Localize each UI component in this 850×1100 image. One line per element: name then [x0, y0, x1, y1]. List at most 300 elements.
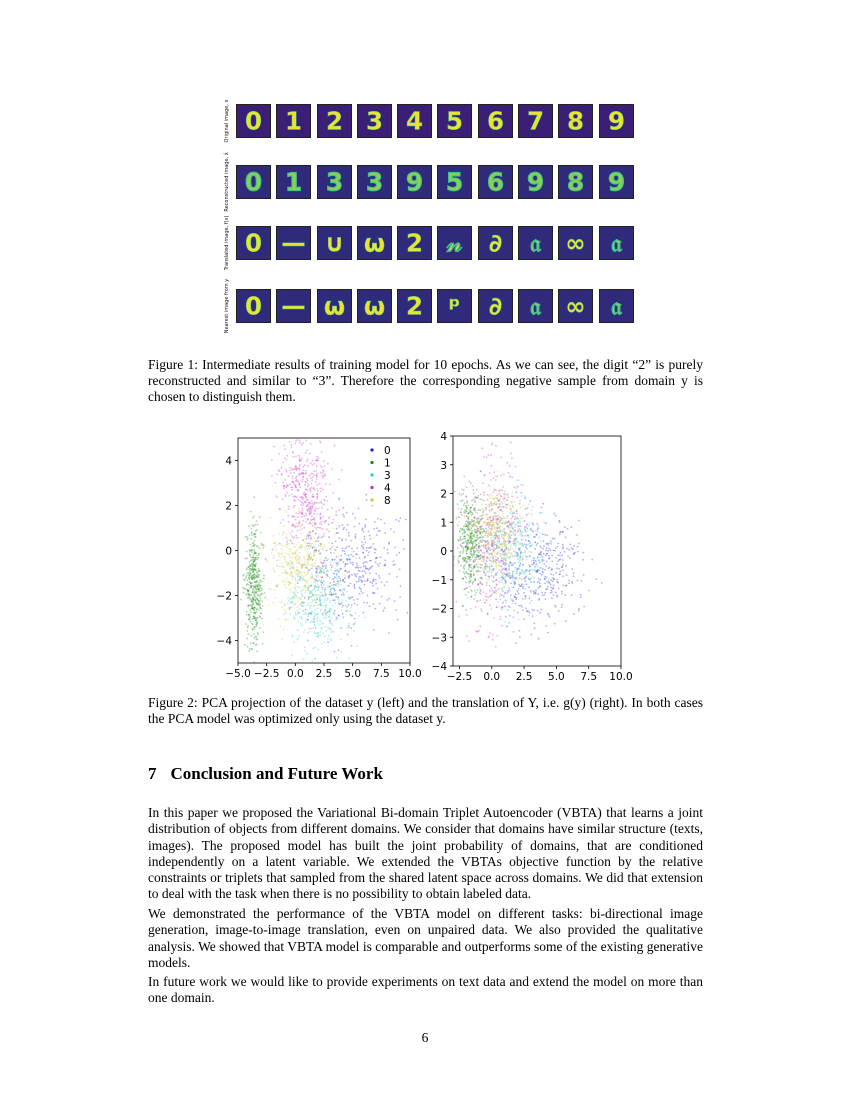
scatter-point — [499, 539, 501, 541]
scatter-point — [285, 582, 287, 584]
scatter-point — [297, 638, 299, 640]
scatter-point — [248, 576, 250, 578]
scatter-point — [312, 566, 314, 568]
scatter-point — [378, 565, 380, 567]
scatter-point — [297, 510, 299, 512]
scatter-point — [307, 534, 309, 536]
scatter-point — [294, 499, 296, 501]
scatter-point — [504, 534, 506, 536]
scatter-point — [319, 570, 321, 572]
scatter-point — [379, 530, 381, 532]
scatter-point — [524, 497, 526, 499]
scatter-point — [467, 535, 469, 537]
scatter-point — [504, 555, 506, 557]
digit-glyph: 7 — [527, 106, 545, 136]
scatter-point — [338, 600, 340, 602]
scatter-point — [524, 549, 526, 551]
scatter-point — [350, 614, 352, 616]
scatter-point — [357, 598, 359, 600]
scatter-point — [461, 514, 463, 516]
scatter-point — [248, 633, 250, 635]
scatter-point — [464, 588, 466, 590]
scatter-point — [314, 658, 316, 660]
scatter-point — [370, 538, 372, 540]
scatter-point — [338, 497, 340, 499]
scatter-point — [531, 551, 533, 553]
scatter-point — [367, 554, 369, 556]
scatter-point — [523, 538, 525, 540]
scatter-point — [281, 474, 283, 476]
paragraph: In future work we would like to provide experiments on text data and extend the model on more than one domain. — [148, 974, 703, 1006]
scatter-point — [483, 509, 485, 511]
scatter-point — [463, 567, 465, 569]
scatter-point — [346, 512, 348, 514]
scatter-point — [503, 528, 505, 530]
scatter-point — [326, 500, 328, 502]
scatter-point — [363, 544, 365, 546]
scatter-point — [461, 508, 463, 510]
scatter-point — [341, 606, 343, 608]
scatter-point — [328, 537, 330, 539]
scatter-point — [291, 486, 293, 488]
scatter-point — [485, 515, 487, 517]
scatter-point — [327, 627, 329, 629]
scatter-point — [473, 568, 475, 570]
scatter-point — [491, 525, 493, 527]
scatter-point — [299, 442, 301, 444]
scatter-point — [538, 580, 540, 582]
scatter-point — [366, 580, 368, 582]
scatter-point — [507, 528, 509, 530]
scatter-point — [326, 599, 328, 601]
scatter-point — [460, 565, 462, 567]
scatter-point — [299, 530, 301, 532]
scatter-point — [256, 575, 258, 577]
digit-image-tile — [478, 104, 513, 138]
scatter-point — [357, 547, 359, 549]
scatter-point — [477, 584, 479, 586]
scatter-point — [494, 501, 496, 503]
scatter-point — [520, 547, 522, 549]
scatter-point — [495, 445, 497, 447]
scatter-point — [396, 554, 398, 556]
scatter-point — [268, 604, 270, 606]
digit-glyph: ∞ — [565, 228, 587, 258]
scatter-point — [491, 551, 493, 553]
scatter-point — [497, 557, 499, 559]
scatter-point — [521, 543, 523, 545]
scatter-point — [253, 578, 255, 580]
scatter-point — [323, 570, 325, 572]
digit-glyph: ∪ — [324, 228, 345, 258]
scatter-point — [529, 522, 531, 524]
scatter-point — [532, 609, 534, 611]
scatter-point — [403, 548, 405, 550]
scatter-point — [528, 598, 530, 600]
scatter-point — [299, 520, 301, 522]
scatter-point — [491, 565, 493, 567]
scatter-point — [517, 525, 519, 527]
scatter-point — [325, 617, 327, 619]
scatter-point — [386, 581, 388, 583]
scatter-point — [479, 571, 481, 573]
scatter-point — [300, 603, 302, 605]
scatter-point — [256, 592, 258, 594]
scatter-point — [250, 635, 252, 637]
scatter-point — [314, 609, 316, 611]
scatter-point — [498, 526, 500, 528]
scatter-point — [493, 471, 495, 473]
scatter-point — [304, 650, 306, 652]
digit-image-tile — [437, 165, 472, 199]
scatter-point — [311, 599, 313, 601]
scatter-point — [539, 561, 541, 563]
scatter-point — [511, 501, 513, 503]
scatter-point — [308, 612, 310, 614]
scatter-point — [349, 559, 351, 561]
scatter-point — [289, 560, 291, 562]
scatter-point — [483, 494, 485, 496]
scatter-point — [297, 580, 299, 582]
legend-label: 4 — [384, 482, 391, 495]
scatter-point — [285, 469, 287, 471]
scatter-point — [325, 613, 327, 615]
scatter-point — [297, 606, 299, 608]
scatter-point — [539, 545, 541, 547]
scatter-point — [398, 520, 400, 522]
scatter-point — [481, 525, 483, 527]
scatter-point — [556, 567, 558, 569]
scatter-point — [485, 509, 487, 511]
scatter-point — [321, 467, 323, 469]
scatter-point — [269, 588, 271, 590]
scatter-point — [254, 544, 256, 546]
digit-image-tile — [236, 104, 271, 138]
scatter-point — [249, 568, 251, 570]
scatter-point — [257, 555, 259, 557]
scatter-point — [301, 516, 303, 518]
scatter-point — [322, 548, 324, 550]
scatter-point — [298, 474, 300, 476]
scatter-point — [296, 523, 298, 525]
digit-image-tile — [317, 165, 352, 199]
scatter-point — [537, 566, 539, 568]
scatter-point — [308, 556, 310, 558]
scatter-point — [509, 561, 511, 563]
scatter-point — [356, 645, 358, 647]
scatter-point — [258, 557, 260, 559]
scatter-point — [470, 532, 472, 534]
scatter-point — [303, 572, 305, 574]
scatter-point — [298, 575, 300, 577]
scatter-point — [318, 623, 320, 625]
scatter-point — [469, 578, 471, 580]
scatter-point — [298, 635, 300, 637]
scatter-point — [489, 590, 491, 592]
scatter-point — [314, 615, 316, 617]
scatter-point — [368, 530, 370, 532]
scatter-point — [305, 609, 307, 611]
scatter-point — [563, 585, 565, 587]
scatter-point — [521, 584, 523, 586]
scatter-point — [329, 622, 331, 624]
scatter-point — [321, 451, 323, 453]
scatter-point — [281, 601, 283, 603]
scatter-point — [532, 522, 534, 524]
scatter-point — [355, 622, 357, 624]
scatter-point — [495, 598, 497, 600]
scatter-point — [348, 627, 350, 629]
scatter-point — [506, 625, 508, 627]
scatter-point — [297, 586, 299, 588]
scatter-point — [294, 598, 296, 600]
scatter-point — [500, 593, 502, 595]
scatter-point — [262, 593, 264, 595]
scatter-point — [496, 579, 498, 581]
scatter-point — [496, 540, 498, 542]
scatter-point — [540, 507, 542, 509]
scatter-point — [524, 595, 526, 597]
scatter-point — [463, 571, 465, 573]
digit-glyph: 4 — [406, 106, 424, 136]
scatter-point — [364, 541, 366, 543]
scatter-point — [251, 564, 253, 566]
scatter-point — [465, 505, 467, 507]
scatter-point — [273, 535, 275, 537]
scatter-point — [504, 569, 506, 571]
scatter-point — [348, 532, 350, 534]
scatter-point — [528, 513, 530, 515]
scatter-point — [296, 597, 298, 599]
scatter-point — [525, 535, 527, 537]
scatter-point — [384, 559, 386, 561]
scatter-point — [562, 575, 564, 577]
scatter-point — [272, 549, 274, 551]
scatter-point — [316, 540, 318, 542]
scatter-point — [318, 534, 320, 536]
scatter-point — [505, 616, 507, 618]
scatter-point — [312, 589, 314, 591]
scatter-point — [383, 547, 385, 549]
scatter-point — [242, 587, 244, 589]
scatter-point — [254, 573, 256, 575]
scatter-point — [323, 499, 325, 501]
scatter-point — [472, 485, 474, 487]
scatter-point — [256, 545, 258, 547]
scatter-point — [496, 572, 498, 574]
scatter-point — [467, 526, 469, 528]
page-number: 6 — [421, 1030, 429, 1045]
scatter-point — [384, 523, 386, 525]
scatter-point — [505, 600, 507, 602]
scatter-point — [249, 604, 251, 606]
scatter-point — [509, 521, 511, 523]
scatter-point — [256, 524, 258, 526]
scatter-point — [489, 528, 491, 530]
scatter-point — [281, 563, 283, 565]
scatter-point — [546, 577, 548, 579]
scatter-point — [498, 541, 500, 543]
scatter-point — [255, 581, 257, 583]
scatter-point — [472, 581, 474, 583]
scatter-point — [341, 469, 343, 471]
y-tick-label: 0 — [440, 546, 447, 558]
scatter-point — [340, 651, 342, 653]
scatter-point — [353, 599, 355, 601]
section-number: 7 — [148, 764, 157, 783]
scatter-point — [502, 602, 504, 604]
scatter-point — [470, 559, 472, 561]
scatter-point — [491, 539, 493, 541]
scatter-point — [509, 572, 511, 574]
scatter-point — [478, 532, 480, 534]
scatter-point — [541, 574, 543, 576]
scatter-point — [482, 512, 484, 514]
digit-image-tile — [599, 165, 634, 199]
scatter-point — [273, 555, 275, 557]
scatter-point — [253, 540, 255, 542]
scatter-point — [387, 552, 389, 554]
scatter-point — [581, 580, 583, 582]
scatter-point — [526, 559, 528, 561]
scatter-point — [470, 538, 472, 540]
scatter-point — [399, 569, 401, 571]
scatter-point — [477, 539, 479, 541]
scatter-point — [523, 572, 525, 574]
scatter-point — [286, 486, 288, 488]
scatter-point — [335, 568, 337, 570]
scatter-point — [292, 530, 294, 532]
scatter-point — [306, 573, 308, 575]
scatter-point — [550, 549, 552, 551]
scatter-point — [330, 552, 332, 554]
scatter-point — [321, 523, 323, 525]
scatter-point — [253, 661, 255, 663]
scatter-point — [492, 495, 494, 497]
scatter-point — [250, 573, 252, 575]
scatter-point — [469, 560, 471, 562]
scatter-point — [561, 604, 563, 606]
scatter-point — [296, 479, 298, 481]
scatter-point — [505, 601, 507, 603]
scatter-point — [339, 525, 341, 527]
scatter-point — [282, 581, 284, 583]
scatter-point — [503, 474, 505, 476]
scatter-point — [350, 583, 352, 585]
scatter-point — [258, 590, 260, 592]
scatter-point — [291, 567, 293, 569]
scatter-point — [336, 528, 338, 530]
digit-image-tile — [478, 226, 513, 260]
scatter-point — [468, 576, 470, 578]
pca-plot-left — [216, 430, 422, 685]
scatter-point — [286, 511, 288, 513]
scatter-point — [353, 630, 355, 632]
scatter-point — [518, 588, 520, 590]
scatter-point — [562, 531, 564, 533]
scatter-point — [491, 589, 493, 591]
scatter-point — [365, 494, 367, 496]
scatter-point — [330, 638, 332, 640]
scatter-point — [461, 494, 463, 496]
scatter-point — [295, 573, 297, 575]
scatter-point — [524, 551, 526, 553]
scatter-point — [256, 598, 258, 600]
scatter-point — [370, 581, 372, 583]
scatter-point — [259, 548, 261, 550]
scatter-point — [453, 559, 455, 561]
scatter-point — [493, 544, 495, 546]
scatter-point — [276, 544, 278, 546]
scatter-point — [320, 491, 322, 493]
scatter-point — [549, 557, 551, 559]
scatter-point — [246, 611, 248, 613]
scatter-point — [334, 444, 336, 446]
scatter-point — [499, 618, 501, 620]
scatter-point — [252, 577, 254, 579]
scatter-point — [539, 512, 541, 514]
scatter-point — [275, 597, 277, 599]
scatter-point — [496, 559, 498, 561]
scatter-point — [551, 591, 553, 593]
scatter-point — [323, 505, 325, 507]
scatter-point — [332, 492, 334, 494]
scatter-point — [559, 559, 561, 561]
scatter-point — [303, 605, 305, 607]
scatter-point — [290, 467, 292, 469]
scatter-point — [276, 496, 278, 498]
scatter-point — [304, 592, 306, 594]
scatter-point — [310, 558, 312, 560]
scatter-point — [500, 571, 502, 573]
scatter-point — [539, 532, 541, 534]
scatter-point — [567, 528, 569, 530]
digit-glyph: 8 — [567, 167, 585, 197]
scatter-point — [278, 555, 280, 557]
scatter-point — [251, 528, 253, 530]
scatter-point — [583, 574, 585, 576]
scatter-point — [328, 524, 330, 526]
scatter-point — [510, 546, 512, 548]
scatter-point — [517, 612, 519, 614]
scatter-point — [503, 541, 505, 543]
scatter-point — [365, 572, 367, 574]
scatter-point — [328, 610, 330, 612]
scatter-point — [486, 504, 488, 506]
scatter-point — [492, 555, 494, 557]
scatter-point — [601, 582, 603, 584]
scatter-point — [493, 492, 495, 494]
scatter-point — [531, 545, 533, 547]
scatter-point — [323, 535, 325, 537]
scatter-point — [279, 557, 281, 559]
scatter-point — [572, 582, 574, 584]
scatter-point — [538, 638, 540, 640]
scatter-point — [504, 490, 506, 492]
scatter-point — [353, 551, 355, 553]
scatter-point — [379, 603, 381, 605]
scatter-point — [468, 525, 470, 527]
scatter-point — [377, 563, 379, 565]
scatter-point — [307, 510, 309, 512]
scatter-point — [375, 557, 377, 559]
scatter-point — [481, 578, 483, 580]
scatter-point — [466, 502, 468, 504]
scatter-point — [514, 518, 516, 520]
scatter-point — [491, 444, 493, 446]
scatter-point — [249, 534, 251, 536]
scatter-point — [542, 568, 544, 570]
